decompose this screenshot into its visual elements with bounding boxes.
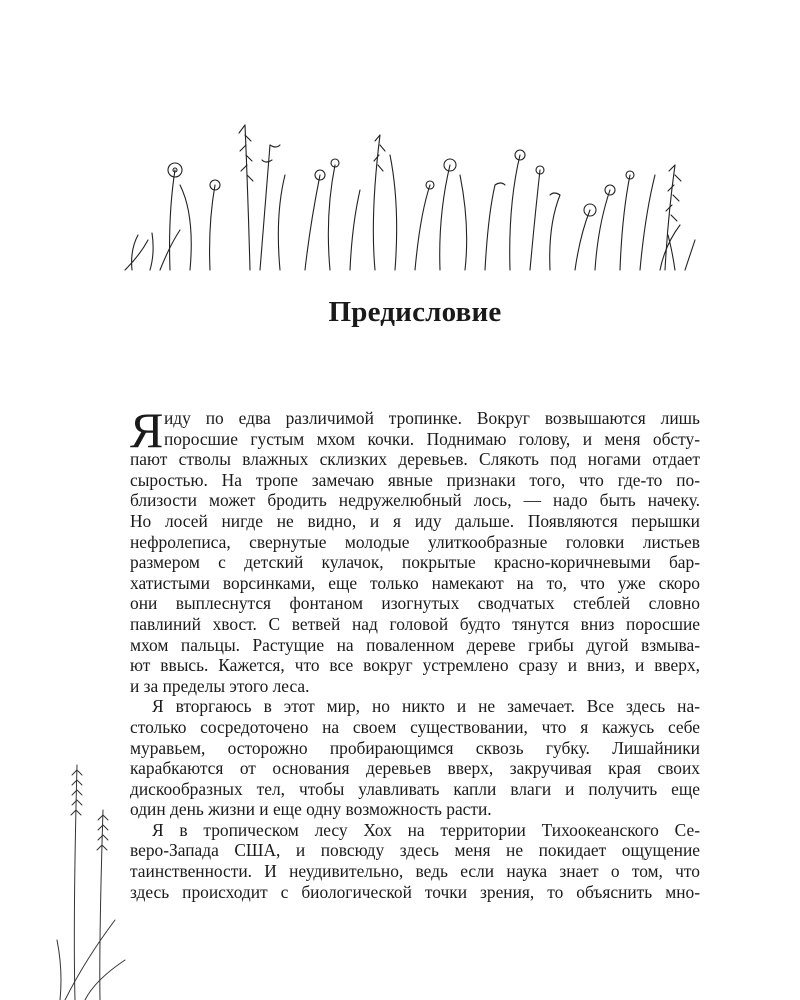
- lavender-sprig-illustration: [55, 760, 135, 1000]
- text-line: поросшие густым мхом кочки. Поднимаю голову, и меня обсту-: [164, 428, 700, 449]
- text-line: карабкаются от основания деревьев вверх, закручивая края своих: [130, 758, 700, 779]
- text-line: хатистыми ворсинками, еще только намекают на то, что уже скоро: [130, 572, 700, 593]
- text-line: муравьем, осторожно пробирающимся сквозь губку. Лишайники: [130, 737, 700, 758]
- text-line: павлиний хвост. С ветвей над головой будто тянутся вниз поросшие: [130, 613, 700, 634]
- text-line: дискообразных тел, чтобы улавливать капли влаги и получить еще: [130, 778, 700, 799]
- text-line: нефролеписа, свернутые молодые улиткообразные головки листьев: [130, 531, 700, 552]
- text-line: таинственности. И неудивительно, ведь если наука знает о том, что: [130, 861, 700, 882]
- text-line: один день жизни и еще одну возможность расти.: [130, 799, 492, 820]
- text-line: столько сосредоточено на своем существовании, что я кажусь себе: [130, 716, 700, 737]
- text-line: и за пределы этого леса.: [130, 675, 310, 696]
- text-line: Я вторгаюсь в этот мир, но никто и не замечает. Все здесь на-: [152, 696, 700, 717]
- text-line: пают стволы влажных склизких деревьев. Слякоть под ногами отдает: [130, 449, 700, 470]
- text-line: близости может бродить недружелюбный лось, — надо быть начеку.: [130, 490, 700, 511]
- text-line: Я в тропическом лесу Хох на территории Тихоокеанского Се-: [152, 819, 700, 840]
- text-line: здесь происходит с биологической точки зрения, то объяснить мно-: [130, 881, 700, 902]
- drop-cap: Я: [130, 402, 164, 458]
- body-text: [130, 402, 700, 902]
- first-paragraph: [130, 402, 700, 696]
- text-line: ют ввысь. Кажется, что все вокруг устремлено сразу и вниз, и вверх,: [130, 655, 700, 676]
- text-line: размером с детский кулачок, покрытые красно-коричневыми бар-: [130, 552, 700, 573]
- third-paragraph: [130, 820, 700, 902]
- text-line: веро-Запада США, и повсюду здесь меня не покидает ощущение: [130, 840, 700, 861]
- text-line: сыростью. На тропе замечаю явные признаки того, что где-то по-: [130, 469, 700, 490]
- text-line: они выплеснутся фонтаном изогнутых сводчатых стеблей словно: [130, 593, 700, 614]
- second-paragraph: [130, 696, 700, 820]
- page-title: Предисловие: [328, 296, 502, 328]
- text-line: мхом пальцы. Растущие на поваленном дереве грибы дугой взмыва-: [130, 634, 700, 655]
- text-line: Но лосей нигде не видно, и я иду дальше. Появляются перышки: [130, 510, 700, 531]
- text-line: иду по едва различимой тропинке. Вокруг возвышаются лишь: [164, 408, 700, 428]
- wildflower-meadow-illustration: [120, 115, 700, 275]
